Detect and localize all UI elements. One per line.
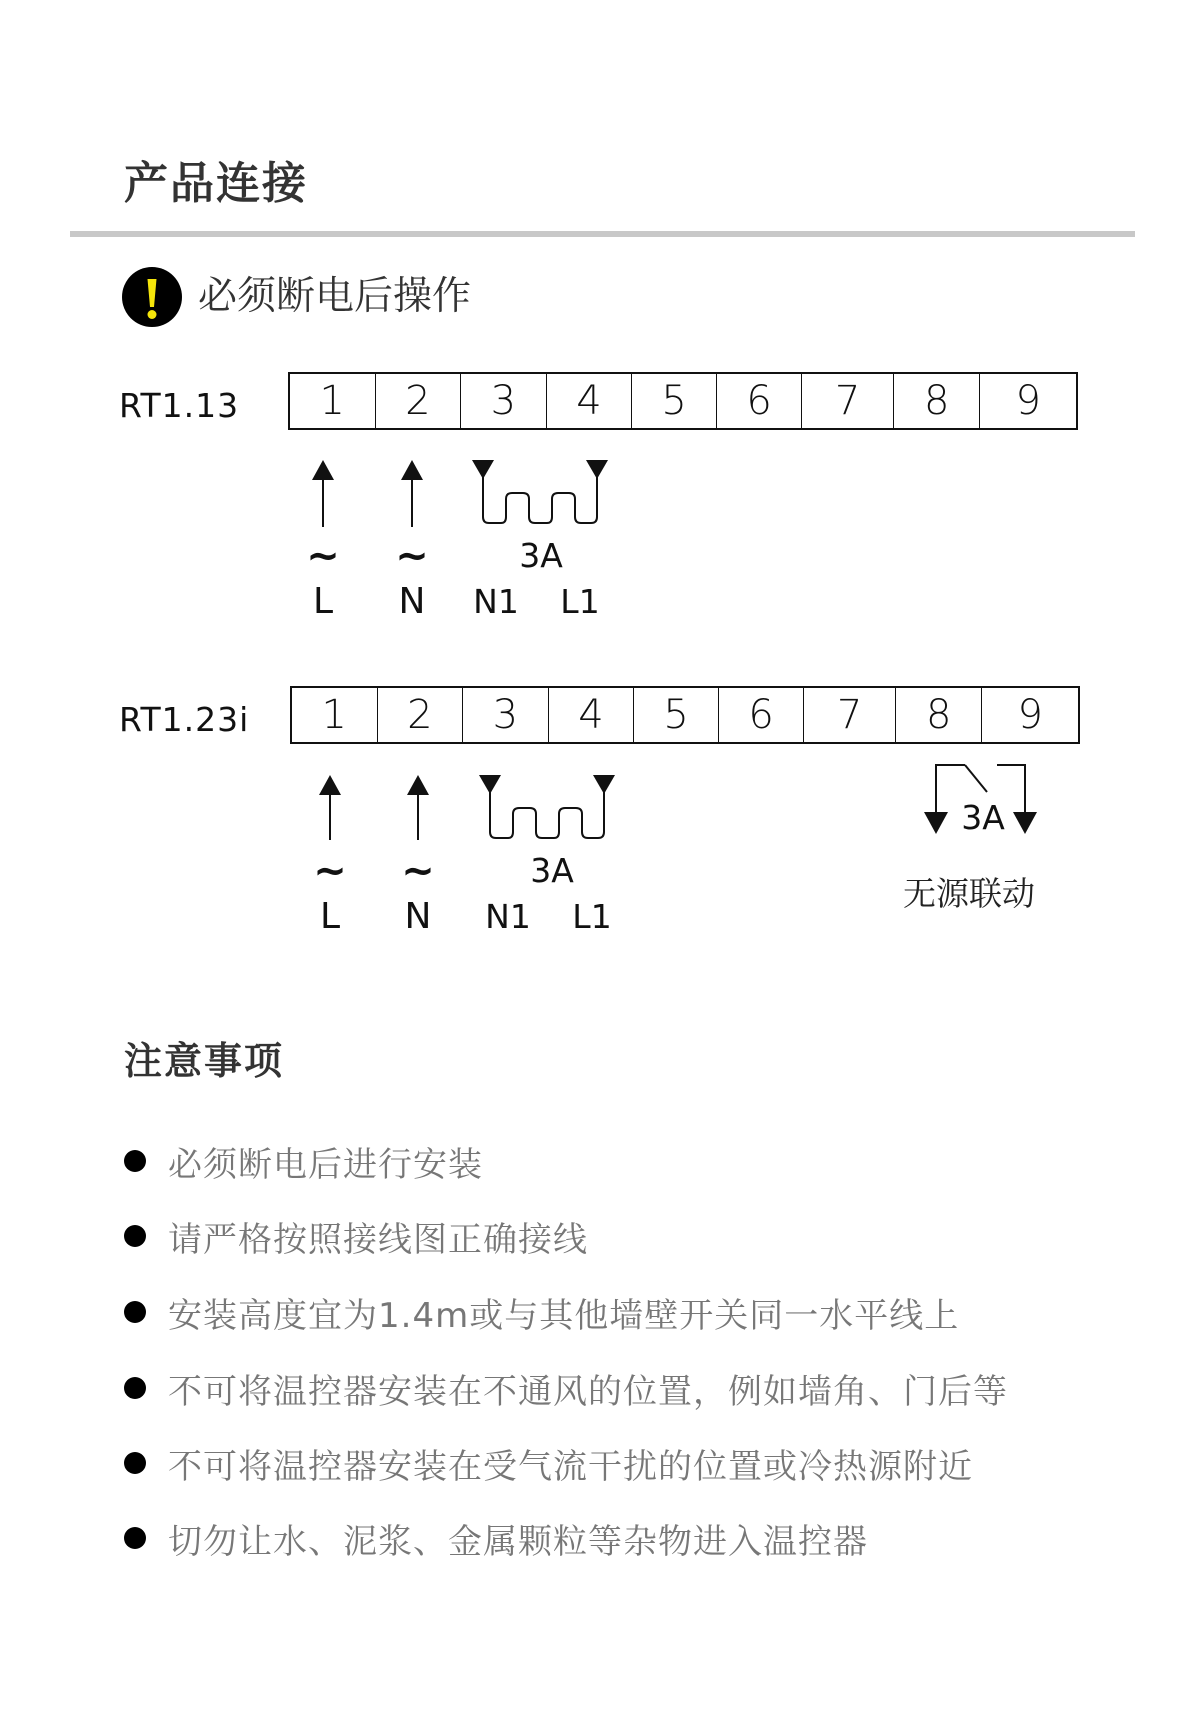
- bullet-icon: [124, 1527, 146, 1549]
- terminal-1: 1: [292, 688, 378, 742]
- arrow-head-down: [479, 775, 501, 794]
- load-label-n1: N1: [485, 897, 531, 936]
- bullet-icon: [124, 1377, 146, 1399]
- load-label-n1: N1: [473, 582, 519, 621]
- list-item: 不可将温控器安装在受气流干扰的位置或冷热源附近: [124, 1438, 973, 1488]
- terminal-9: 9: [1017, 692, 1043, 738]
- ac-symbol-n: ~: [401, 848, 435, 894]
- page-title: 产品连接: [124, 158, 308, 209]
- load-rating: 3A: [530, 851, 574, 890]
- terminal-9: 9: [1015, 378, 1041, 424]
- terminal-7: 7: [802, 374, 894, 428]
- arrow-head-down: [472, 460, 494, 479]
- arrow-head-up: [401, 460, 423, 480]
- notes-title: 注意事项: [124, 1039, 285, 1083]
- model-label-rt113: RT1.13: [119, 386, 240, 425]
- bullet-icon: [124, 1225, 146, 1247]
- relay-rating: 3A: [961, 798, 1005, 837]
- bullet-icon: [124, 1452, 146, 1474]
- input-label-l: L: [312, 581, 334, 622]
- relay-arrow-down: [924, 812, 948, 834]
- relay-arrow-down: [1013, 812, 1037, 834]
- terminal-4: 4: [547, 374, 633, 428]
- arrow-head-up: [319, 775, 341, 795]
- bullet-icon: [124, 1150, 146, 1172]
- terminal-2: 2: [378, 688, 464, 742]
- relay-label: 无源联动: [903, 874, 1035, 913]
- model-label-rt123i: RT1.23i: [119, 700, 250, 739]
- arrow-head-up: [312, 460, 334, 480]
- terminal-3: 3: [463, 688, 549, 742]
- list-item: 请严格按照接线图正确接线: [124, 1211, 588, 1261]
- terminal-7: 7: [804, 688, 896, 742]
- terminal-5: 5: [632, 374, 717, 428]
- load-wave-icon: [490, 791, 604, 838]
- load-wave-icon: [483, 476, 597, 523]
- terminal-6: 6: [717, 374, 803, 428]
- terminal-2: 2: [376, 374, 462, 428]
- bullet-icon: [124, 1301, 146, 1323]
- input-label-l: L: [319, 896, 341, 937]
- list-item: 安装高度宜为1.4m或与其他墙壁开关同一水平线上: [124, 1287, 959, 1337]
- terminal-6: 6: [719, 688, 805, 742]
- ac-symbol-l: ~: [306, 533, 340, 579]
- ac-symbol-n: ~: [395, 533, 429, 579]
- terminal-5: 5: [634, 688, 719, 742]
- load-rating: 3A: [519, 536, 563, 575]
- list-item: 必须断电后进行安装: [124, 1136, 483, 1186]
- arrow-head-up: [407, 775, 429, 795]
- terminal-1: 1: [290, 374, 376, 428]
- list-item: 不可将温控器安装在不通风的位置，例如墙角、门后等: [124, 1363, 1008, 1413]
- load-label-l1: L1: [572, 897, 612, 936]
- input-label-n: N: [404, 896, 432, 937]
- load-label-l1: L1: [560, 582, 600, 621]
- relay-switch-icon: [965, 765, 987, 792]
- arrow-head-down: [586, 460, 608, 479]
- input-label-n: N: [398, 581, 426, 622]
- terminal-8: 8: [894, 374, 981, 428]
- terminal-4: 4: [549, 688, 635, 742]
- arrow-head-down: [593, 775, 615, 794]
- warning-text: 必须断电后操作: [198, 274, 472, 319]
- terminal-3: 3: [461, 374, 547, 428]
- terminal-8: 8: [896, 688, 983, 742]
- list-item: 切勿让水、泥浆、金属颗粒等杂物进入温控器: [124, 1513, 868, 1563]
- ac-symbol-l: ~: [313, 848, 347, 894]
